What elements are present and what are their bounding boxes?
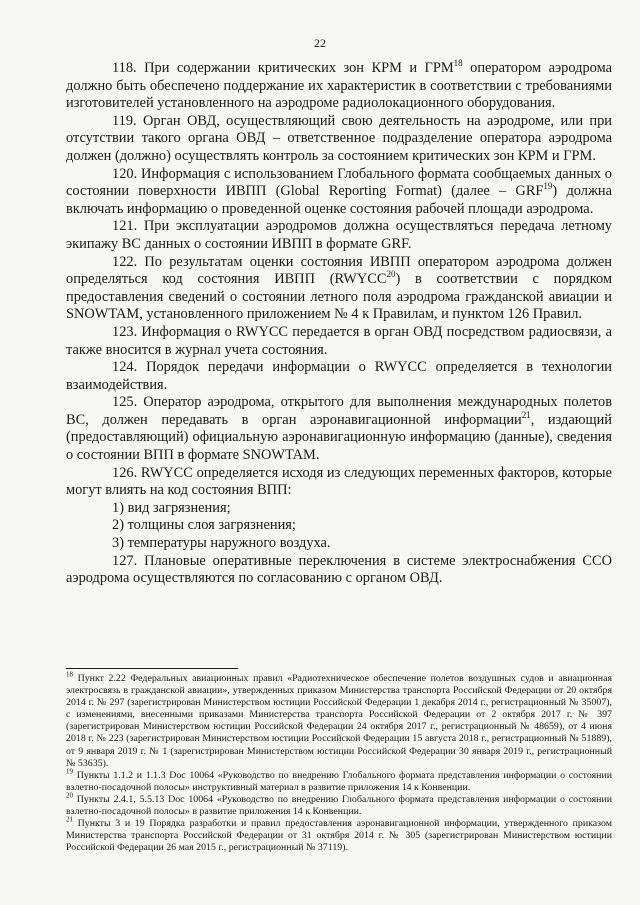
footnote-mark: 20 bbox=[66, 791, 73, 800]
paragraph-118: 118. При содержании критических зон КРМ и ГРМ$^{18}$ оператором аэродрома должно быть обеспечено поддержание их характеристик в соответствии с требованиями изготовителей установленного на аэродроме радиолокационного оборудования. bbox=[66, 58, 612, 112]
footnote-mark: 18 bbox=[66, 670, 73, 679]
paragraph-127: 127. Плановые оперативные переключения в системе электроснабжения ССО аэродрома осуществляются по согласованию с органом ОВД. bbox=[66, 552, 612, 587]
footnote-ref-19: 19 bbox=[543, 181, 553, 192]
footnote-mark: 19 bbox=[66, 767, 73, 776]
footnote-18: $^{18}$ Пункт 2.22 Федеральных авиационных правил «Радиотехническое обеспечение полетов воздушных судов и авиационная электросвязь в гражданской авиации», утвержденных приказом Министерства транспорта Российской Федерации от 20 октября 2014 г. № 297 (зарегистрирован Министерством юстиции Российской Федерации 1 декабря 2014 г., регистрационный № 35007), с изменениями, внесенными приказами Министерства транспорта Российской Федерации от 2 октября 2017 г. № 397 (зарегистрирован Министерством юстиции Российской Федерации 24 октября 2017 г., регистрационный № 48659), от 4 июня 2018 г. № 223 (зарегистрирован Министерством юстиции Российской Федерации 15 августа 2018 г., регистрационный № 51889), от 9 января 2019 г. № 1 (зарегистрирован Министерством юстиции Российской Федерации 30 января 2019 г., регистрационный № 53635). bbox=[66, 670, 612, 769]
page-number: 22 bbox=[314, 36, 326, 50]
paragraph-125: 125. Оператор аэродрома, открытого для выполнения международных полетов ВС, должен передавать в орган аэронавигационной информации$^{21}$, издающий (предоставляющий) официальную аэронавигационную информацию (данные), сведения о состоянии ВПП в формате SNOWTAM. bbox=[66, 394, 613, 464]
footnote-ref-20: 20 bbox=[386, 269, 396, 280]
paragraph-126: 126. RWYCC определяется исходя из следующих переменных факторов, которые могут влиять на код состояния ВПП: bbox=[66, 464, 612, 499]
footnote-mark: 21 bbox=[66, 815, 73, 824]
footnote-19: $^{19}$ Пункты 1.1.2 и 1.1.3 Doc 10064 «Руководство по внедрению Глобального формата представления информации о состоянии взлетно-посадочной полосы» инструктивный материал в развитие приложения 14 к Конвенции. bbox=[66, 767, 612, 793]
paragraph-119: 119. Орган ОВД, осуществляющий свою деятельность на аэродроме, или при отсутствии такого органа ОВД – ответственное подразделение оператора аэродрома должен (должно) осуществлять контроль за состоянием критических зон КРМ и ГРМ. bbox=[66, 112, 612, 164]
footnotes bbox=[66, 668, 612, 854]
paragraph-123: 123. Информация о RWYCC передается в орган ОВД посредством радиосвязи, а также вносится в журнал учета состояния. bbox=[66, 323, 612, 358]
footnote-ref-21: 21 bbox=[521, 410, 531, 421]
list-item-factor-1: 1) вид загрязнения; bbox=[112, 499, 231, 516]
paragraph-124: 124. Порядок передачи информации о RWYCC определяется в технологии взаимодействия. bbox=[66, 359, 612, 393]
list-item-factor-3: 3) температуры наружного воздуха. bbox=[112, 535, 331, 552]
paragraph-120: 120. Информация с использованием Глобального формата сообщаемых данных о состоянии поверхности ИВПП (Global Reporting Format) (далее – GRF$^{19}$) должна включать информацию о проведенной оценке состояния рабочей площади аэродрома. bbox=[66, 165, 612, 217]
main-text bbox=[66, 60, 612, 588]
footnote-20: $^{20}$ Пункты 2.4.1, 5.5.13 Doc 10064 «Руководство по внедрению Глобального формата представления информации о состоянии взлетно-посадочной полосы» в развитие приложения 14 к Конвенции. bbox=[66, 791, 612, 818]
paragraph-121: 121. При эксплуатации аэродромов должна осуществляться передача летному экипажу ВС данных о состоянии ИВПП в формате GRF. bbox=[66, 218, 612, 252]
footnote-ref-18: 18 bbox=[453, 58, 463, 69]
footnote-21: $^{21}$ Пункты 3 и 19 Порядка разработки и правил предоставления аэронавигационной информации, утвержденного приказом Министерства транспорта Российской Федерации от 31 октября 2014 г. № 305 (зарегистрирован Министерством юстиции Российской Федерации 26 мая 2015 г., регистрационный № 37119). bbox=[66, 815, 612, 854]
paragraph-122: 122. По результатам оценки состояния ИВПП оператором аэродрома должен определяться код состояния ИВПП (RWYCC$^{20}$) в соответствии с порядком предоставления сведений о состоянии летного поля аэродрома гражданской авиации и SNOWTAM, установленного приложением № 4 к Правилам, и пунктом 126 Правил. bbox=[66, 253, 612, 323]
list-item-factor-2: 2) толщины слоя загрязнения; bbox=[112, 517, 296, 534]
footnote-divider bbox=[66, 668, 238, 669]
